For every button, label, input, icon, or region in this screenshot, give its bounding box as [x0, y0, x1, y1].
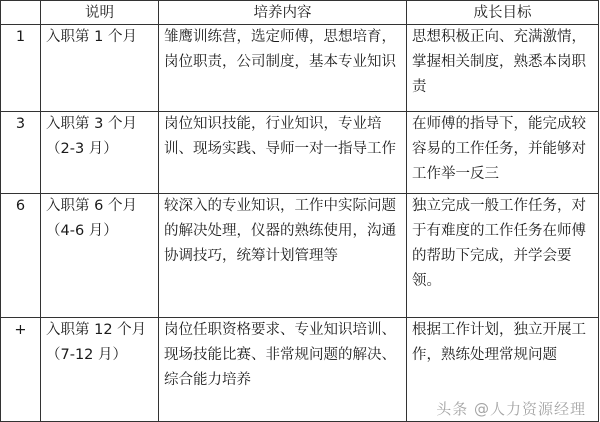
header-growth-goal: 成长目标	[407, 1, 599, 25]
table-row	[1, 25, 599, 112]
training-content-cell: 岗位知识技能，行业知识，专业培训、现场实践、导师一对一指导工作	[159, 112, 407, 194]
description-text: 入职第 3 个月	[46, 116, 137, 132]
training-content-cell: 雏鹰训练营，选定师傅，思想培育，岗位职责，公司制度，基本专业知识	[159, 25, 407, 112]
description-cell	[41, 112, 159, 194]
description-period: （7-12 月）	[46, 347, 128, 363]
table-row	[1, 318, 599, 422]
training-content-cell: 较深入的专业知识，工作中实际问题的解决处理，仪器的熟练使用，沟通协调技巧，统筹计划管理等	[159, 194, 407, 318]
stage-cell: +	[1, 318, 41, 422]
table-header-row	[1, 1, 599, 25]
growth-goal-cell: 思想积极正向、充满激情，掌握相关制度，熟悉本岗职责	[407, 25, 599, 112]
growth-goal-cell: 独立完成一般工作任务，对于有难度的工作任务在师傅的帮助下完成，并学会要领。	[407, 194, 599, 318]
description-text: 入职第 12 个月	[46, 322, 147, 338]
watermark: 头条 @人力资源经理	[436, 400, 586, 418]
description-text: 入职第 6 个月	[46, 198, 137, 214]
description-cell	[41, 194, 159, 318]
header-training-content: 培养内容	[159, 1, 407, 25]
growth-goal-cell: 根据工作计划，独立开展工作，熟练处理常规问题	[407, 318, 599, 422]
header-stage	[1, 1, 41, 25]
description-text: 入职第 1 个月	[46, 29, 137, 45]
stage-cell: 1	[1, 25, 41, 112]
description-period: （4-6 月）	[46, 223, 118, 239]
description-cell	[41, 25, 159, 112]
table-row	[1, 112, 599, 194]
description-cell	[41, 318, 159, 422]
stage-cell: 6	[1, 194, 41, 318]
header-description: 说明	[41, 1, 159, 25]
training-content-cell: 岗位任职资格要求、专业知识培训、现场技能比赛、非常规问题的解决、综合能力培养	[159, 318, 407, 422]
growth-goal-cell: 在师傅的指导下，能完成较容易的工作任务，并能够对工作举一反三	[407, 112, 599, 194]
description-period: （2-3 月）	[46, 141, 118, 157]
stage-cell: 3	[1, 112, 41, 194]
table-row	[1, 194, 599, 318]
